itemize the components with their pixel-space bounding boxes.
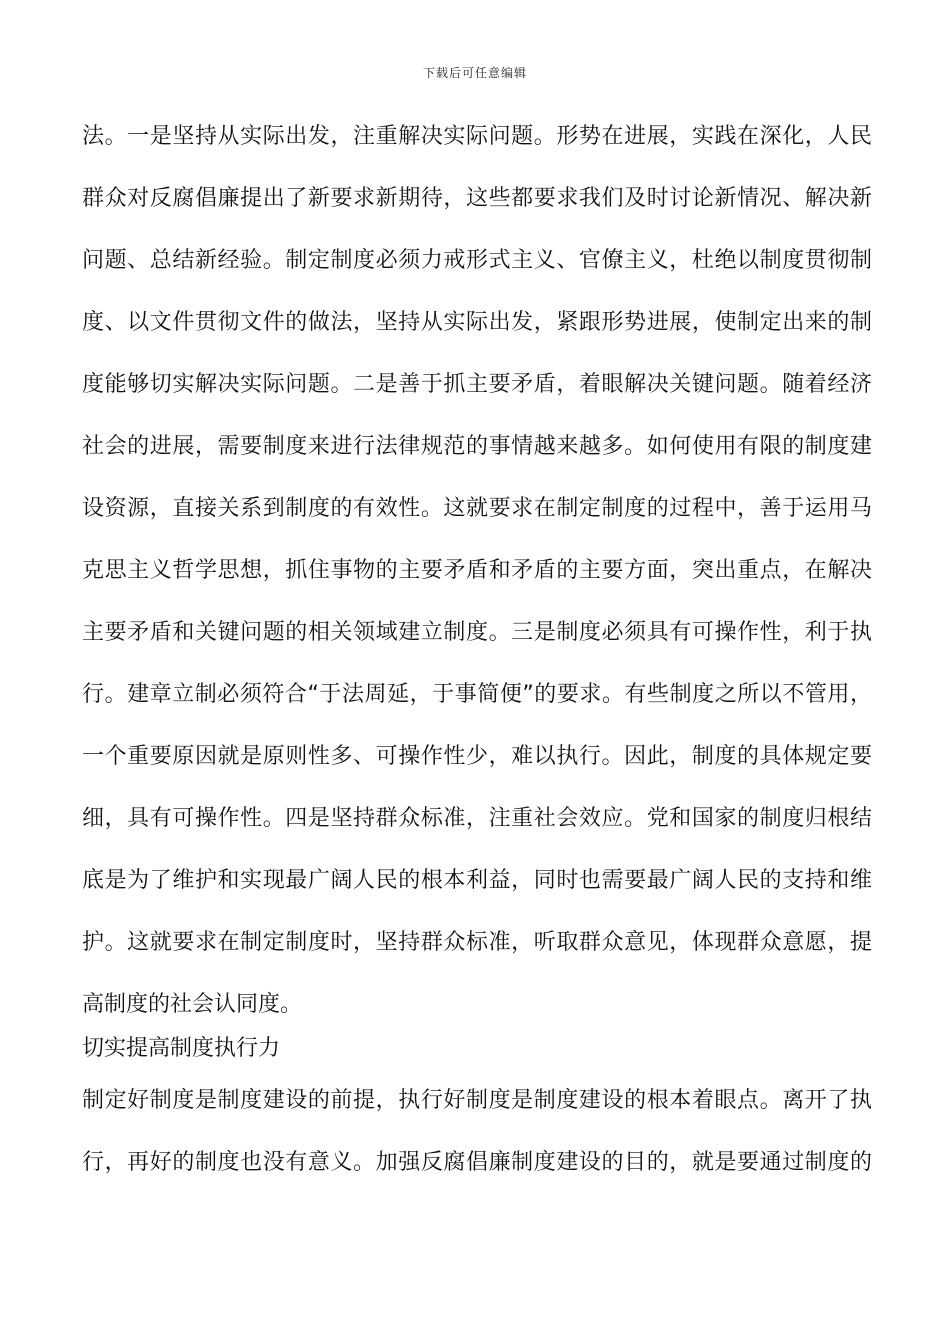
text-line: 行，再好的制度也没有意义。加强反腐倡廉制度建设的目的，就是要通过制度的 xyxy=(82,1150,872,1175)
text-line: 设资源，直接关系到制度的有效性。这就要求在制定制度的过程中，善于运用马 xyxy=(82,496,872,521)
text-line: 一个重要原因就是原则性多、可操作性少，难以执行。因此，制度的具体规定要 xyxy=(82,744,872,769)
text-line: 细，具有可操作性。四是坚持群众标准，注重社会效应。党和国家的制度归根结 xyxy=(82,806,872,831)
text-line: 主要矛盾和关键问题的相关领域建立制度。三是制度必须具有可操作性，利于执 xyxy=(82,620,872,645)
text-line: 行。建章立制必须符合“于法周延，于事简便”的要求。有些制度之所以不管用， xyxy=(82,682,872,707)
text-line: 度、以文件贯彻文件的做法，坚持从实际出发，紧跟形势进展，使制定出来的制 xyxy=(82,310,872,335)
text-line: 度能够切实解决实际问题。二是善于抓主要矛盾，着眼解决关键问题。随着经济 xyxy=(82,372,872,397)
paragraph-1 xyxy=(82,116,872,1046)
text-line: 法。一是坚持从实际出发，注重解决实际问题。形势在进展，实践在深化，人民 xyxy=(82,124,872,149)
text-line: 克思主义哲学思想，抓住事物的主要矛盾和矛盾的主要方面，突出重点，在解决 xyxy=(82,558,872,583)
text-line: 高制度的社会认同度。 xyxy=(82,992,303,1017)
paragraph-2 xyxy=(82,1080,872,1204)
text-line: 群众对反腐倡廉提出了新要求新期待，这些都要求我们及时讨论新情况、解决新 xyxy=(82,186,872,211)
text-line: 护。这就要求在制定制度时，坚持群众标准，听取群众意见，体现群众意愿，提 xyxy=(82,930,872,955)
page-header: 下载后可任意编辑 xyxy=(422,66,527,80)
text-line: 制定好制度是制度建设的前提，执行好制度是制度建设的根本着眼点。离开了执 xyxy=(82,1088,872,1113)
section-heading: 切实提高制度执行力 xyxy=(82,1036,281,1061)
text-line: 社会的进展，需要制度来进行法律规范的事情越来越多。如何使用有限的制度建 xyxy=(82,434,872,459)
document-body xyxy=(82,116,872,1204)
text-line: 底是为了维护和实现最广阔人民的根本利益，同时也需要最广阔人民的支持和维 xyxy=(82,868,872,893)
text-line: 问题、总结新经验。制定制度必须力戒形式主义、官僚主义，杜绝以制度贯彻制 xyxy=(82,248,872,273)
